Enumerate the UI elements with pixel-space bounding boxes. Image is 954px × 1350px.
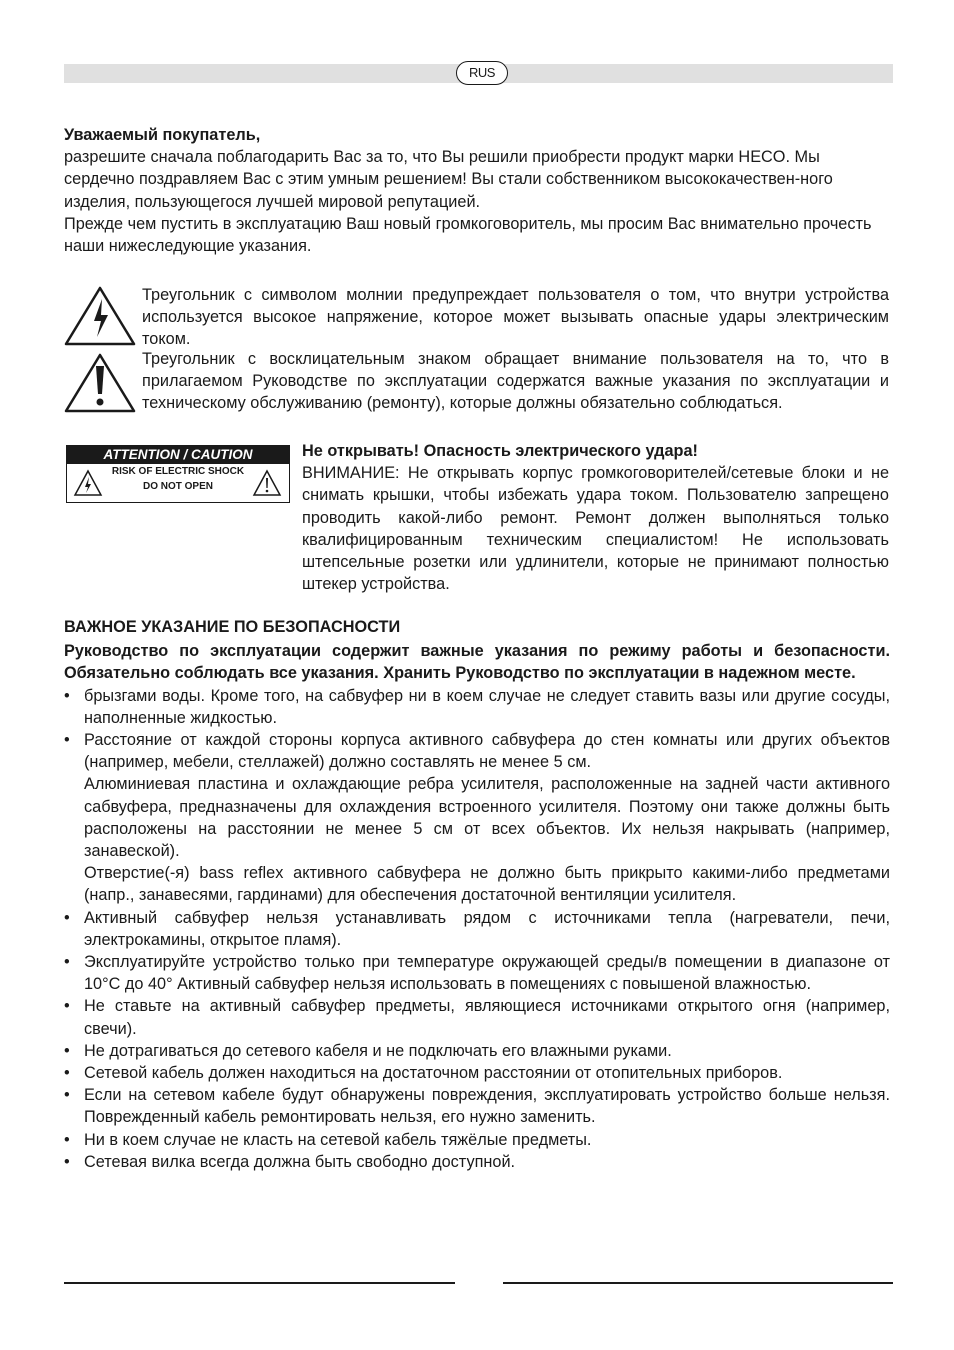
list-item: • Расстояние от каждой стороны корпуса активного сабвуфера до стен комнаты или других объектов (например, мебели, стеллажей) должно составлять не менее 5 см. Алюминиевая пластина и охлаждающие ребра усилителя, расположенные на задней части активного сабвуфера, предназначены для охлаждения встроенного усилителя. Поэтому они также должны быть расположены на расстоянии не менее 5 см от всех объектов. Их нельзя накрывать (например, занавеской). Отверстие(-я) bass reflex активного сабвуфера не должно быть прикрыто какими-либо предметами (напр., занавесями, гардинами) для обеспечения достаточной вентиляции усилителя.: [64, 729, 890, 907]
safety-title: ВАЖНОЕ УКАЗАНИЕ ПО БЕЗОПАСНОСТИ: [64, 618, 401, 636]
safety-section: [64, 616, 890, 1173]
exclamation-warning-icon: [252, 468, 282, 498]
intro-section: [64, 124, 890, 257]
caution-line: RISK OF ELECTRIC SHOCK: [111, 466, 245, 477]
greeting: Уважаемый покупатель,: [64, 126, 261, 144]
danger-section: [302, 440, 889, 595]
list-item-continuation: Алюминиевая пластина и охлаждающие ребра усилителя, расположенные на задней части активного сабвуфера, предназначены для охлаждения встроенного усилителя. Поэтому они также должны быть расположены на расстоянии не менее 5 см от всех объектов. Их нельзя накрывать (например, занавеской).: [84, 775, 890, 861]
list-item-continuation: Отверстие(-я) bass reflex активного сабвуфера не должно быть прикрыто какими-либо предметами (напр., занавесями, гардинами) для обеспечения достаточной вентиляции усилителя.: [84, 864, 890, 905]
safety-list: [64, 685, 890, 1173]
safety-lead: Руководство по эксплуатации содержит важные указания по режиму работы и безопасности. Обязательно соблюдать все указания. Хранить Руководство по эксплуатации в надежном месте.: [64, 642, 890, 683]
exclamation-warning-text: Треугольник с восклицательным знаком обращает внимание пользователя на то, что в прилагаемом Руководстве по эксплуатации содержатся важные указания по эксплуатации и техническому обслуживанию (ремонту), которые должны обязательно соблюдаться.: [142, 350, 889, 413]
danger-title: Не открывать! Опасность электрического удара!: [302, 442, 698, 460]
caution-header: ATTENTION / CAUTION: [67, 446, 289, 464]
danger-text: ВНИМАНИЕ: Не открывать корпус громкоговорителей/сетевые блоки и не снимать крышки, чтобы избежать удара током. Пользователю запрещено проводить какой-либо ремонт. Ремонт должен выполняться только квалифицированным техническим специалистом! Не использовать штепсельные розетки или удлинители, которые не принимают полностью штекер устройства.: [302, 464, 889, 594]
language-badge: RUS: [456, 61, 508, 85]
list-item: • Эксплуатируйте устройство только при температуре окружающей среды/в помещении в диапазоне от 10°C до 40° Активный сабвуфер нельзя использовать в помещениях с повышеной влажностью.: [64, 951, 890, 995]
list-item: • Сетевая вилка всегда должна быть свободно доступной.: [64, 1151, 890, 1173]
exclamation-warning-icon: [64, 352, 136, 414]
footer-divider-left: [64, 1282, 455, 1284]
caution-label: [66, 445, 290, 503]
intro-paragraph: разрешите сначала поблагодарить Вас за то, что Вы решили приобрести продукт марки HECO. Мы сердечно поздравляем Вас с этим умным решением! Вы стали собственником высококачествен-ного изделия, пользующегося лучшей мировой репутацией.: [64, 148, 833, 211]
list-item: • Активный сабвуфер нельзя устанавливать рядом с источниками тепла (нагреватели, печи, электрокамины, открытое пламя).: [64, 907, 890, 951]
list-item: • брызгами воды. Кроме того, на сабвуфер ни в коем случае не следует ставить вазы или другие сосуды, наполненные жидкостью.: [64, 685, 890, 729]
caution-line: DO NOT OPEN: [142, 481, 213, 492]
list-item: • Не дотрагиваться до сетевого кабеля и не подключать его влажными руками.: [64, 1040, 890, 1062]
list-item: • Ни в коем случае не класть на сетевой кабель тяжёлые предметы.: [64, 1129, 890, 1151]
footer-divider-right: [503, 1282, 893, 1284]
list-item: • Если на сетевом кабеле будут обнаружены повреждения, эксплуатировать устройство больше нельзя. Поврежденный кабель ремонтировать нельзя, его нужно заменить.: [64, 1084, 890, 1128]
list-item: • Не ставьте на активный сабвуфер предметы, являющиеся источниками открытого огня (например, свечи).: [64, 995, 890, 1039]
intro-paragraph: Прежде чем пустить в эксплуатацию Ваш новый громкоговоритель, мы просим Вас внимательно прочесть наши нижеследующие указания.: [64, 214, 872, 256]
lightning-warning-icon: [64, 285, 136, 347]
list-item: • Сетевой кабель должен находиться на достаточном расстоянии от отопительных приборов.: [64, 1062, 890, 1084]
lightning-warning-text: Треугольник с символом молнии предупреждает пользователя о том, что внутри устройства используется высокое напряжение, которое может вызывать опасные удары электрическим током.: [142, 286, 889, 349]
lightning-warning-icon: [73, 468, 103, 498]
